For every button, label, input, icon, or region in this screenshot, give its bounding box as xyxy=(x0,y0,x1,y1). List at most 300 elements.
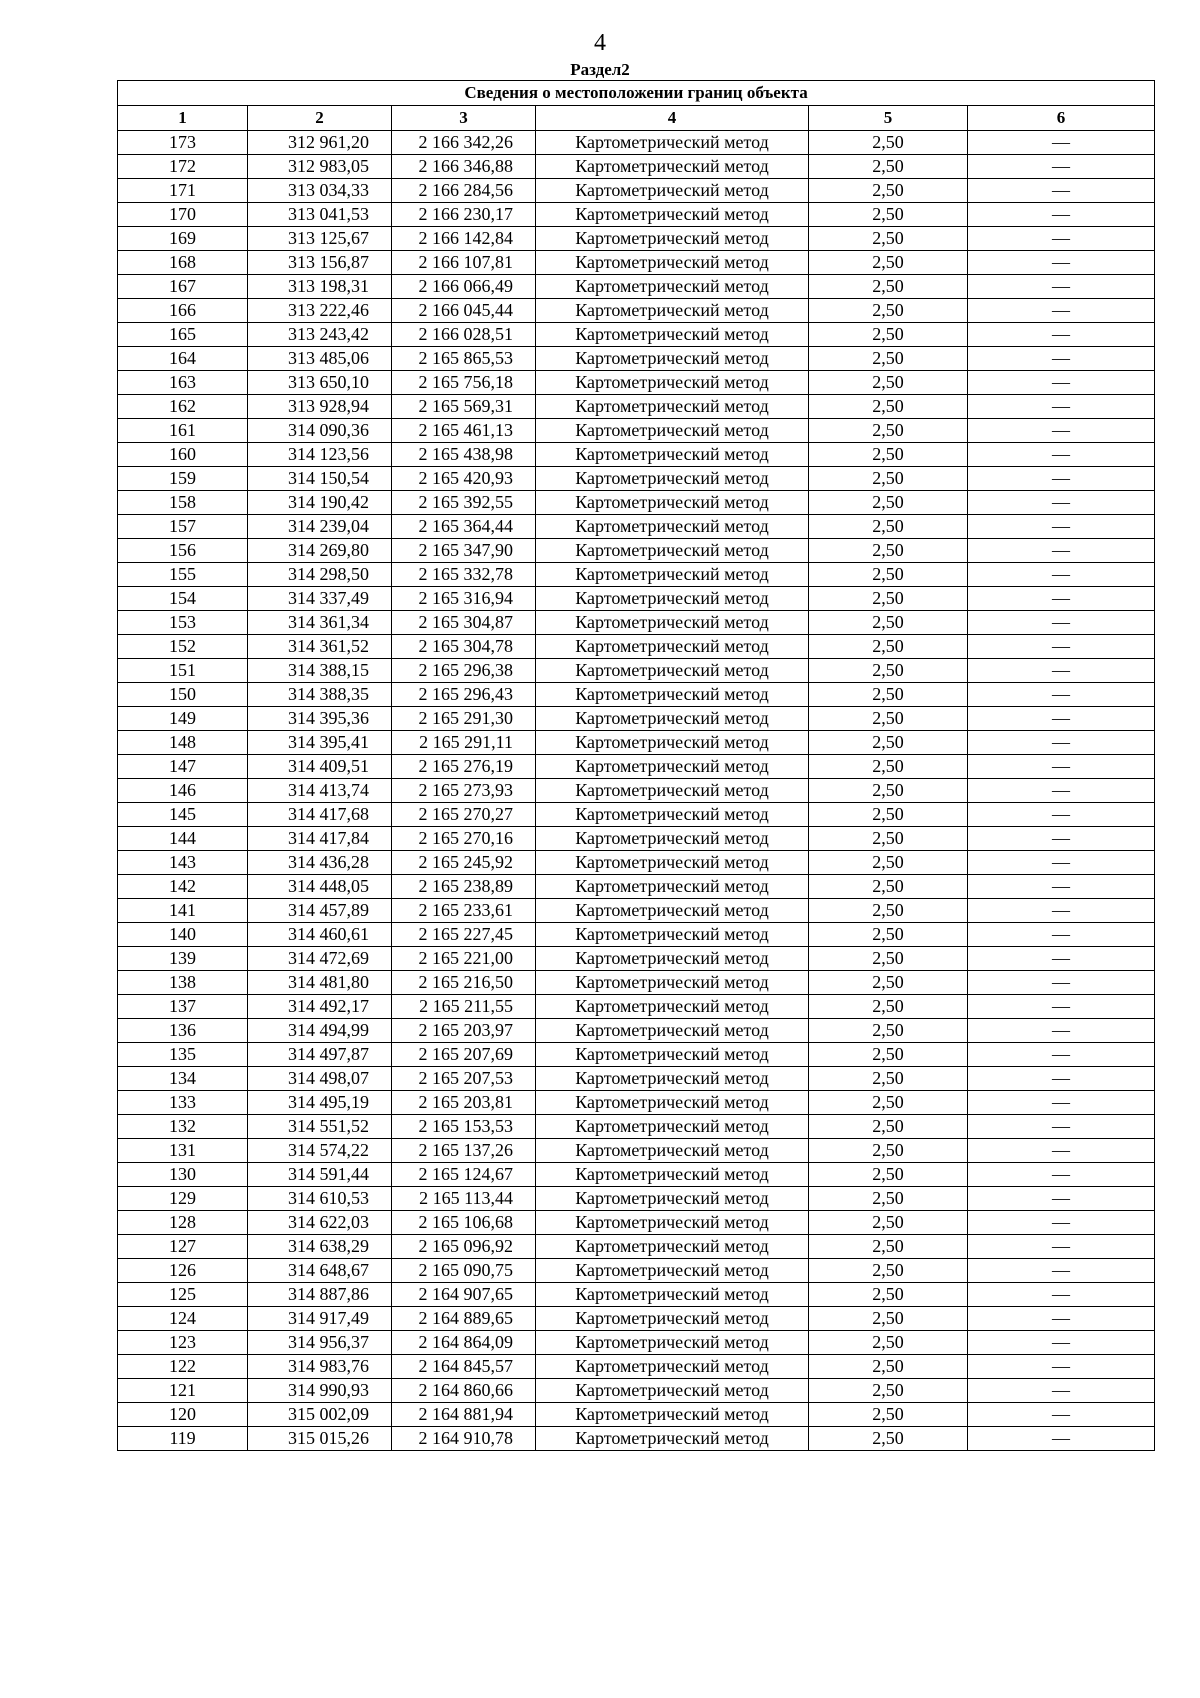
coordinate-x-cell: 312 983,05 xyxy=(248,155,392,179)
coordinate-y-cell: 2 165 332,78 xyxy=(392,563,536,587)
point-number-cell: 163 xyxy=(118,371,248,395)
coordinate-y-cell: 2 165 276,19 xyxy=(392,755,536,779)
coordinate-y-cell: 2 165 096,92 xyxy=(392,1235,536,1259)
accuracy-cell: 2,50 xyxy=(809,1091,968,1115)
description-cell: — xyxy=(968,1259,1155,1283)
point-number-cell: 140 xyxy=(118,923,248,947)
point-number-cell: 172 xyxy=(118,155,248,179)
coordinate-y-cell: 2 165 304,78 xyxy=(392,635,536,659)
accuracy-cell: 2,50 xyxy=(809,971,968,995)
coordinate-x-cell: 313 243,42 xyxy=(248,323,392,347)
coordinate-y-cell: 2 165 270,16 xyxy=(392,827,536,851)
point-number-cell: 158 xyxy=(118,491,248,515)
accuracy-cell: 2,50 xyxy=(809,563,968,587)
coordinate-y-cell: 2 166 107,81 xyxy=(392,251,536,275)
point-number-cell: 129 xyxy=(118,1187,248,1211)
coordinate-x-cell: 314 990,93 xyxy=(248,1379,392,1403)
coordinate-x-cell: 313 928,94 xyxy=(248,395,392,419)
coordinate-y-cell: 2 165 291,11 xyxy=(392,731,536,755)
table-row xyxy=(118,587,1155,611)
coordinate-y-cell: 2 164 864,09 xyxy=(392,1331,536,1355)
description-cell: — xyxy=(968,755,1155,779)
table-row xyxy=(118,635,1155,659)
coordinate-y-cell: 2 165 756,18 xyxy=(392,371,536,395)
coordinate-y-cell: 2 165 207,69 xyxy=(392,1043,536,1067)
table-row xyxy=(118,131,1155,155)
accuracy-cell: 2,50 xyxy=(809,1427,968,1451)
coordinate-y-cell: 2 165 137,26 xyxy=(392,1139,536,1163)
accuracy-cell: 2,50 xyxy=(809,755,968,779)
column-header: 5 xyxy=(809,106,968,131)
table-row xyxy=(118,443,1155,467)
description-cell: — xyxy=(968,515,1155,539)
description-cell: — xyxy=(968,659,1155,683)
coordinate-y-cell: 2 165 245,92 xyxy=(392,851,536,875)
coordinate-x-cell: 314 472,69 xyxy=(248,947,392,971)
point-number-cell: 123 xyxy=(118,1331,248,1355)
method-cell: Картометрический метод xyxy=(536,563,809,587)
table-row xyxy=(118,1139,1155,1163)
accuracy-cell: 2,50 xyxy=(809,227,968,251)
accuracy-cell: 2,50 xyxy=(809,1115,968,1139)
method-cell: Картометрический метод xyxy=(536,1355,809,1379)
coordinate-x-cell: 314 481,80 xyxy=(248,971,392,995)
method-cell: Картометрический метод xyxy=(536,131,809,155)
point-number-cell: 157 xyxy=(118,515,248,539)
method-cell: Картометрический метод xyxy=(536,467,809,491)
point-number-cell: 170 xyxy=(118,203,248,227)
coordinate-x-cell: 314 239,04 xyxy=(248,515,392,539)
column-header: 1 xyxy=(118,106,248,131)
coordinate-y-cell: 2 165 216,50 xyxy=(392,971,536,995)
accuracy-cell: 2,50 xyxy=(809,1379,968,1403)
method-cell: Картометрический метод xyxy=(536,347,809,371)
method-cell: Картометрический метод xyxy=(536,1139,809,1163)
point-number-cell: 133 xyxy=(118,1091,248,1115)
method-cell: Картометрический метод xyxy=(536,323,809,347)
point-number-cell: 160 xyxy=(118,443,248,467)
table-row xyxy=(118,323,1155,347)
coordinate-y-cell: 2 165 238,89 xyxy=(392,875,536,899)
table-title-row xyxy=(118,81,1155,106)
description-cell: — xyxy=(968,131,1155,155)
section-title: Раздел2 xyxy=(570,60,630,79)
point-number-cell: 125 xyxy=(118,1283,248,1307)
table-row xyxy=(118,1259,1155,1283)
table-row xyxy=(118,203,1155,227)
accuracy-cell: 2,50 xyxy=(809,539,968,563)
accuracy-cell: 2,50 xyxy=(809,179,968,203)
table-body xyxy=(118,131,1155,1451)
method-cell: Картометрический метод xyxy=(536,1211,809,1235)
table-row xyxy=(118,611,1155,635)
coordinate-y-cell: 2 165 461,13 xyxy=(392,419,536,443)
column-header: 4 xyxy=(536,106,809,131)
table-row xyxy=(118,1187,1155,1211)
point-number-cell: 141 xyxy=(118,899,248,923)
coordinate-y-cell: 2 166 342,26 xyxy=(392,131,536,155)
coordinate-y-cell: 2 165 124,67 xyxy=(392,1163,536,1187)
method-cell: Картометрический метод xyxy=(536,1187,809,1211)
point-number-cell: 148 xyxy=(118,731,248,755)
page-number: 4 xyxy=(594,30,606,56)
description-cell: — xyxy=(968,803,1155,827)
description-cell: — xyxy=(968,1355,1155,1379)
coordinate-x-cell: 314 417,68 xyxy=(248,803,392,827)
point-number-cell: 144 xyxy=(118,827,248,851)
description-cell: — xyxy=(968,491,1155,515)
point-number-cell: 138 xyxy=(118,971,248,995)
point-number-cell: 139 xyxy=(118,947,248,971)
coordinate-y-cell: 2 166 028,51 xyxy=(392,323,536,347)
method-cell: Картометрический метод xyxy=(536,539,809,563)
method-cell: Картометрический метод xyxy=(536,1043,809,1067)
description-cell: — xyxy=(968,395,1155,419)
coordinate-x-cell: 314 409,51 xyxy=(248,755,392,779)
coordinate-x-cell: 313 156,87 xyxy=(248,251,392,275)
table-row xyxy=(118,539,1155,563)
method-cell: Картометрический метод xyxy=(536,611,809,635)
table-row xyxy=(118,1283,1155,1307)
method-cell: Картометрический метод xyxy=(536,275,809,299)
coordinate-x-cell: 313 041,53 xyxy=(248,203,392,227)
table-row xyxy=(118,899,1155,923)
accuracy-cell: 2,50 xyxy=(809,635,968,659)
point-number-cell: 153 xyxy=(118,611,248,635)
description-cell: — xyxy=(968,635,1155,659)
table-row xyxy=(118,1355,1155,1379)
method-cell: Картометрический метод xyxy=(536,251,809,275)
point-number-cell: 171 xyxy=(118,179,248,203)
method-cell: Картометрический метод xyxy=(536,1091,809,1115)
method-cell: Картометрический метод xyxy=(536,299,809,323)
coordinate-y-cell: 2 165 296,43 xyxy=(392,683,536,707)
accuracy-cell: 2,50 xyxy=(809,659,968,683)
accuracy-cell: 2,50 xyxy=(809,323,968,347)
method-cell: Картометрический метод xyxy=(536,395,809,419)
accuracy-cell: 2,50 xyxy=(809,1307,968,1331)
description-cell: — xyxy=(968,419,1155,443)
description-cell: — xyxy=(968,827,1155,851)
table-row xyxy=(118,491,1155,515)
table-row xyxy=(118,1163,1155,1187)
coordinate-y-cell: 2 165 113,44 xyxy=(392,1187,536,1211)
accuracy-cell: 2,50 xyxy=(809,875,968,899)
table-row xyxy=(118,659,1155,683)
method-cell: Картометрический метод xyxy=(536,491,809,515)
description-cell: — xyxy=(968,1115,1155,1139)
description-cell: — xyxy=(968,1403,1155,1427)
table-row xyxy=(118,1307,1155,1331)
accuracy-cell: 2,50 xyxy=(809,155,968,179)
coordinate-x-cell: 314 983,76 xyxy=(248,1355,392,1379)
coordinate-y-cell: 2 165 221,00 xyxy=(392,947,536,971)
method-cell: Картометрический метод xyxy=(536,1259,809,1283)
point-number-cell: 120 xyxy=(118,1403,248,1427)
method-cell: Картометрический метод xyxy=(536,779,809,803)
method-cell: Картометрический метод xyxy=(536,371,809,395)
description-cell: — xyxy=(968,587,1155,611)
coordinate-y-cell: 2 166 230,17 xyxy=(392,203,536,227)
coordinate-y-cell: 2 165 347,90 xyxy=(392,539,536,563)
description-cell: — xyxy=(968,563,1155,587)
coordinate-x-cell: 314 269,80 xyxy=(248,539,392,563)
point-number-cell: 136 xyxy=(118,1019,248,1043)
coordinate-x-cell: 314 887,86 xyxy=(248,1283,392,1307)
method-cell: Картометрический метод xyxy=(536,227,809,251)
description-cell: — xyxy=(968,1187,1155,1211)
accuracy-cell: 2,50 xyxy=(809,299,968,323)
method-cell: Картометрический метод xyxy=(536,659,809,683)
point-number-cell: 134 xyxy=(118,1067,248,1091)
table-row xyxy=(118,1115,1155,1139)
coordinate-x-cell: 313 485,06 xyxy=(248,347,392,371)
table-row xyxy=(118,155,1155,179)
point-number-cell: 147 xyxy=(118,755,248,779)
accuracy-cell: 2,50 xyxy=(809,707,968,731)
accuracy-cell: 2,50 xyxy=(809,851,968,875)
description-cell: — xyxy=(968,323,1155,347)
table-row xyxy=(118,227,1155,251)
coordinate-x-cell: 313 222,46 xyxy=(248,299,392,323)
method-cell: Картометрический метод xyxy=(536,923,809,947)
table-row xyxy=(118,467,1155,491)
description-cell: — xyxy=(968,203,1155,227)
table-row xyxy=(118,731,1155,755)
table-row xyxy=(118,923,1155,947)
coordinate-x-cell: 314 388,35 xyxy=(248,683,392,707)
table-title: Сведения о местоположении границ объекта xyxy=(118,81,1155,106)
point-number-cell: 155 xyxy=(118,563,248,587)
point-number-cell: 124 xyxy=(118,1307,248,1331)
point-number-cell: 149 xyxy=(118,707,248,731)
coordinate-x-cell: 314 361,34 xyxy=(248,611,392,635)
coordinate-x-cell: 314 150,54 xyxy=(248,467,392,491)
column-header: 2 xyxy=(248,106,392,131)
method-cell: Картометрический метод xyxy=(536,971,809,995)
coordinate-y-cell: 2 165 420,93 xyxy=(392,467,536,491)
point-number-cell: 151 xyxy=(118,659,248,683)
coordinate-x-cell: 314 337,49 xyxy=(248,587,392,611)
method-cell: Картометрический метод xyxy=(536,1331,809,1355)
coordinate-y-cell: 2 165 207,53 xyxy=(392,1067,536,1091)
coordinate-x-cell: 313 650,10 xyxy=(248,371,392,395)
coordinate-x-cell: 314 190,42 xyxy=(248,491,392,515)
accuracy-cell: 2,50 xyxy=(809,1211,968,1235)
accuracy-cell: 2,50 xyxy=(809,1187,968,1211)
method-cell: Картометрический метод xyxy=(536,155,809,179)
accuracy-cell: 2,50 xyxy=(809,803,968,827)
coordinate-x-cell: 315 015,26 xyxy=(248,1427,392,1451)
description-cell: — xyxy=(968,1379,1155,1403)
table-row xyxy=(118,851,1155,875)
coordinate-y-cell: 2 165 291,30 xyxy=(392,707,536,731)
table-row xyxy=(118,1331,1155,1355)
accuracy-cell: 2,50 xyxy=(809,275,968,299)
table-row xyxy=(118,1403,1155,1427)
coordinate-x-cell: 314 123,56 xyxy=(248,443,392,467)
point-number-cell: 169 xyxy=(118,227,248,251)
accuracy-cell: 2,50 xyxy=(809,947,968,971)
method-cell: Картометрический метод xyxy=(536,803,809,827)
coordinate-x-cell: 314 413,74 xyxy=(248,779,392,803)
accuracy-cell: 2,50 xyxy=(809,1235,968,1259)
point-number-cell: 166 xyxy=(118,299,248,323)
coordinate-y-cell: 2 165 438,98 xyxy=(392,443,536,467)
point-number-cell: 156 xyxy=(118,539,248,563)
point-number-cell: 131 xyxy=(118,1139,248,1163)
coordinate-y-cell: 2 166 284,56 xyxy=(392,179,536,203)
description-cell: — xyxy=(968,155,1155,179)
coordinate-x-cell: 314 090,36 xyxy=(248,419,392,443)
method-cell: Картометрический метод xyxy=(536,443,809,467)
point-number-cell: 168 xyxy=(118,251,248,275)
coordinate-y-cell: 2 165 090,75 xyxy=(392,1259,536,1283)
table-row xyxy=(118,275,1155,299)
coordinate-y-cell: 2 166 045,44 xyxy=(392,299,536,323)
coordinate-x-cell: 314 298,50 xyxy=(248,563,392,587)
table-row xyxy=(118,803,1155,827)
method-cell: Картометрический метод xyxy=(536,1115,809,1139)
description-cell: — xyxy=(968,1091,1155,1115)
table-row xyxy=(118,347,1155,371)
description-cell: — xyxy=(968,347,1155,371)
method-cell: Картометрический метод xyxy=(536,755,809,779)
coordinate-y-cell: 2 165 106,68 xyxy=(392,1211,536,1235)
point-number-cell: 119 xyxy=(118,1427,248,1451)
method-cell: Картометрический метод xyxy=(536,875,809,899)
coordinate-x-cell: 313 198,31 xyxy=(248,275,392,299)
accuracy-cell: 2,50 xyxy=(809,395,968,419)
coordinate-x-cell: 314 591,44 xyxy=(248,1163,392,1187)
coordinate-x-cell: 314 492,17 xyxy=(248,995,392,1019)
coordinate-y-cell: 2 164 907,65 xyxy=(392,1283,536,1307)
method-cell: Картометрический метод xyxy=(536,515,809,539)
description-cell: — xyxy=(968,1067,1155,1091)
accuracy-cell: 2,50 xyxy=(809,515,968,539)
accuracy-cell: 2,50 xyxy=(809,779,968,803)
point-number-cell: 167 xyxy=(118,275,248,299)
accuracy-cell: 2,50 xyxy=(809,587,968,611)
description-cell: — xyxy=(968,707,1155,731)
method-cell: Картометрический метод xyxy=(536,707,809,731)
accuracy-cell: 2,50 xyxy=(809,827,968,851)
accuracy-cell: 2,50 xyxy=(809,1331,968,1355)
table-row xyxy=(118,1067,1155,1091)
point-number-cell: 143 xyxy=(118,851,248,875)
point-number-cell: 135 xyxy=(118,1043,248,1067)
accuracy-cell: 2,50 xyxy=(809,1403,968,1427)
description-cell: — xyxy=(968,995,1155,1019)
table-row xyxy=(118,371,1155,395)
coordinate-x-cell: 314 448,05 xyxy=(248,875,392,899)
coordinate-x-cell: 314 610,53 xyxy=(248,1187,392,1211)
point-number-cell: 152 xyxy=(118,635,248,659)
coordinate-y-cell: 2 165 296,38 xyxy=(392,659,536,683)
method-cell: Картометрический метод xyxy=(536,203,809,227)
coordinate-x-cell: 314 551,52 xyxy=(248,1115,392,1139)
method-cell: Картометрический метод xyxy=(536,995,809,1019)
description-cell: — xyxy=(968,299,1155,323)
point-number-cell: 150 xyxy=(118,683,248,707)
accuracy-cell: 2,50 xyxy=(809,131,968,155)
description-cell: — xyxy=(968,1235,1155,1259)
coordinate-x-cell: 314 436,28 xyxy=(248,851,392,875)
coordinate-y-cell: 2 164 889,65 xyxy=(392,1307,536,1331)
coordinate-y-cell: 2 165 865,53 xyxy=(392,347,536,371)
coordinate-y-cell: 2 165 203,97 xyxy=(392,1019,536,1043)
description-cell: — xyxy=(968,1019,1155,1043)
coordinate-y-cell: 2 165 304,87 xyxy=(392,611,536,635)
accuracy-cell: 2,50 xyxy=(809,1139,968,1163)
coordinate-y-cell: 2 165 227,45 xyxy=(392,923,536,947)
point-number-cell: 159 xyxy=(118,467,248,491)
point-number-cell: 165 xyxy=(118,323,248,347)
table-row xyxy=(118,1211,1155,1235)
description-cell: — xyxy=(968,371,1155,395)
coordinate-y-cell: 2 166 066,49 xyxy=(392,275,536,299)
method-cell: Картометрический метод xyxy=(536,1427,809,1451)
coordinate-y-cell: 2 164 881,94 xyxy=(392,1403,536,1427)
coordinate-x-cell: 312 961,20 xyxy=(248,131,392,155)
coordinate-x-cell: 314 395,36 xyxy=(248,707,392,731)
accuracy-cell: 2,50 xyxy=(809,203,968,227)
accuracy-cell: 2,50 xyxy=(809,467,968,491)
point-number-cell: 130 xyxy=(118,1163,248,1187)
description-cell: — xyxy=(968,1307,1155,1331)
accuracy-cell: 2,50 xyxy=(809,443,968,467)
coordinate-y-cell: 2 166 142,84 xyxy=(392,227,536,251)
coordinate-y-cell: 2 165 153,53 xyxy=(392,1115,536,1139)
accuracy-cell: 2,50 xyxy=(809,251,968,275)
point-number-cell: 128 xyxy=(118,1211,248,1235)
description-cell: — xyxy=(968,1043,1155,1067)
method-cell: Картометрический метод xyxy=(536,683,809,707)
coordinate-y-cell: 2 165 569,31 xyxy=(392,395,536,419)
table-row xyxy=(118,395,1155,419)
coordinate-x-cell: 314 622,03 xyxy=(248,1211,392,1235)
coordinate-x-cell: 315 002,09 xyxy=(248,1403,392,1427)
point-number-cell: 154 xyxy=(118,587,248,611)
table-row xyxy=(118,875,1155,899)
table-row xyxy=(118,683,1155,707)
method-cell: Картометрический метод xyxy=(536,1307,809,1331)
table-row xyxy=(118,1043,1155,1067)
description-cell: — xyxy=(968,731,1155,755)
coordinate-y-cell: 2 164 845,57 xyxy=(392,1355,536,1379)
accuracy-cell: 2,50 xyxy=(809,899,968,923)
method-cell: Картометрический метод xyxy=(536,851,809,875)
table-row xyxy=(118,1091,1155,1115)
description-cell: — xyxy=(968,1211,1155,1235)
accuracy-cell: 2,50 xyxy=(809,1163,968,1187)
coordinate-x-cell: 314 417,84 xyxy=(248,827,392,851)
point-number-cell: 126 xyxy=(118,1259,248,1283)
point-number-cell: 142 xyxy=(118,875,248,899)
description-cell: — xyxy=(968,275,1155,299)
table-row xyxy=(118,707,1155,731)
table-row xyxy=(118,515,1155,539)
description-cell: — xyxy=(968,251,1155,275)
accuracy-cell: 2,50 xyxy=(809,347,968,371)
accuracy-cell: 2,50 xyxy=(809,1355,968,1379)
point-number-cell: 137 xyxy=(118,995,248,1019)
boundary-coordinates-table xyxy=(117,80,1155,1451)
description-cell: — xyxy=(968,467,1155,491)
point-number-cell: 161 xyxy=(118,419,248,443)
point-number-cell: 164 xyxy=(118,347,248,371)
description-cell: — xyxy=(968,851,1155,875)
